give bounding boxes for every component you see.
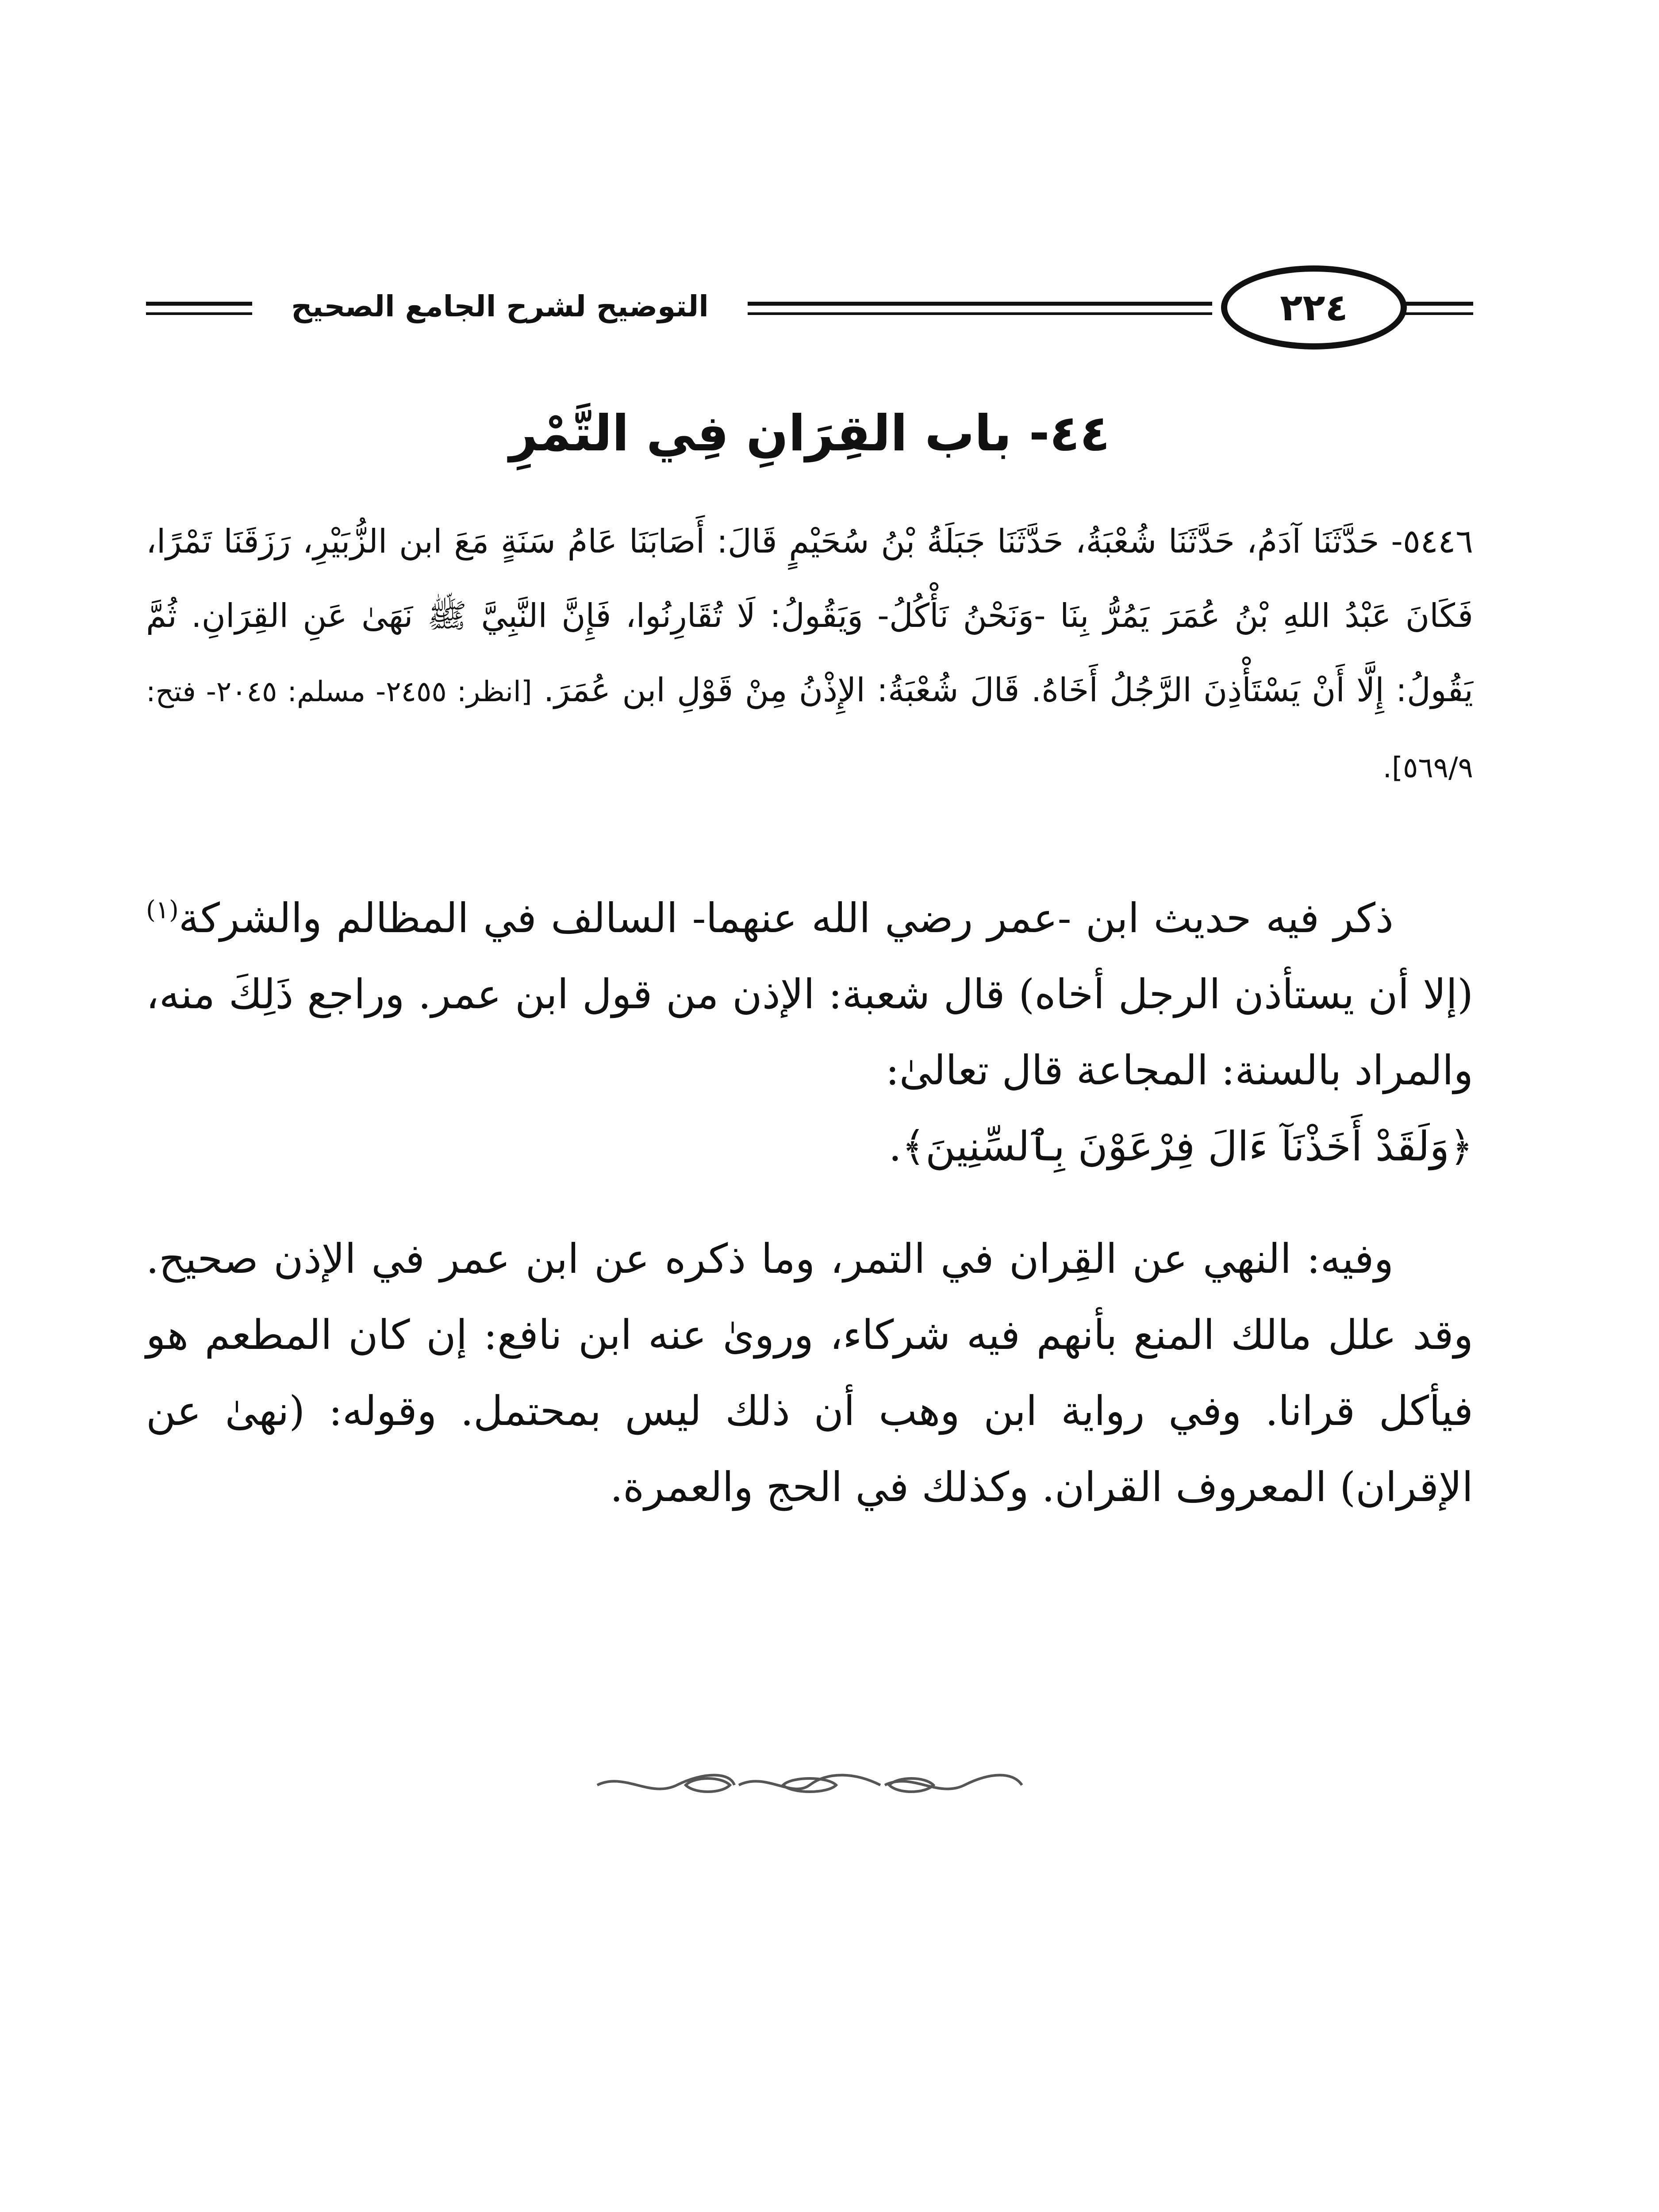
quran-verse: ﴿وَلَقَدْ أَخَذْنَآ ءَالَ فِرْعَوْنَ بِٱلسِّنِينَ﴾ <box>902 1123 1473 1170</box>
footnote-marker[interactable]: (١) <box>146 895 179 925</box>
ornament-divider-icon <box>588 1770 1031 1801</box>
header-rule-right <box>1398 302 1473 315</box>
commentary-text: ذكر فيه حديث ابن -عمر رضي الله عنهما- السالف في المظالم والشركة <box>178 895 1394 942</box>
hadith-text <box>146 504 1473 805</box>
commentary-paragraph-1 <box>146 880 1473 1185</box>
header-rule-middle <box>748 302 1212 315</box>
chapter-heading: ٤٤- باب القِرَانِ فِي التَّمْرِ <box>509 405 1110 462</box>
commentary-paragraph-2: وفيه: النهي عن القِران في التمر، وما ذكره عن ابن عمر في الإذن صحيح. وقد علل مالك المنع بأنهم فيه شركاء، ورویٰ عنه ابن نافع: إن كان المطعم هو فيأكل قرانا. وفي رواية ابن وهب أن ذلك ليس بمحتمل. وقوله: (نهیٰ عن الإقران) المعروف القران. وكذلك في الحج والعمرة. <box>146 1235 1474 1511</box>
hadith-reference: [انظر: ٢٤٥٥- مسلم: ٢٠٤٥- فتح: ٥٦٩/٩]. <box>146 676 1473 784</box>
header-rule-left <box>146 302 252 315</box>
page-header <box>146 265 1473 354</box>
running-title: التوضيح لشرح الجامع الصحيح <box>291 289 709 323</box>
page-number: ٢٢٤ <box>1221 265 1407 349</box>
hadith-body: ٥٤٤٦- حَدَّثَنَا آدَمُ، حَدَّثَنَا شُعْبَةُ، حَدَّثَنَا جَبَلَةُ بْنُ سُحَيْمٍ قَالَ: أَصَابَنَا عَامُ سَنَةٍ مَعَ ابن الزُّبَيْرِ، رَزَقَنَا تَمْرًا، فَكَانَ عَبْدُ اللهِ بْنُ عُمَرَ يَمُرُّ بِنَا -وَنَحْنُ نَأْكُلُ- وَيَقُولُ: لَا تُقَارِنُوا، فَإِنَّ النَّبِيَّ ﷺ نَهَىٰ عَنِ القِرَانِ. ثُمَّ يَقُولُ: إِلَّا أَنْ يَسْتَأْذِنَ الرَّجُلُ أَخَاهُ. قَالَ شُعْبَةُ: الإِذْنُ مِنْ قَوْلِ ابن عُمَرَ. <box>146 522 1473 709</box>
commentary-text: . <box>888 1123 902 1170</box>
commentary-text: (إلا أن يستأذن الرجل أخاه) قال شعبة: الإذن من قول ابن عمر. وراجع ذَلِكَ منه، والمراد بالسنة: المجاعة قال تعالىٰ: <box>146 971 1473 1094</box>
